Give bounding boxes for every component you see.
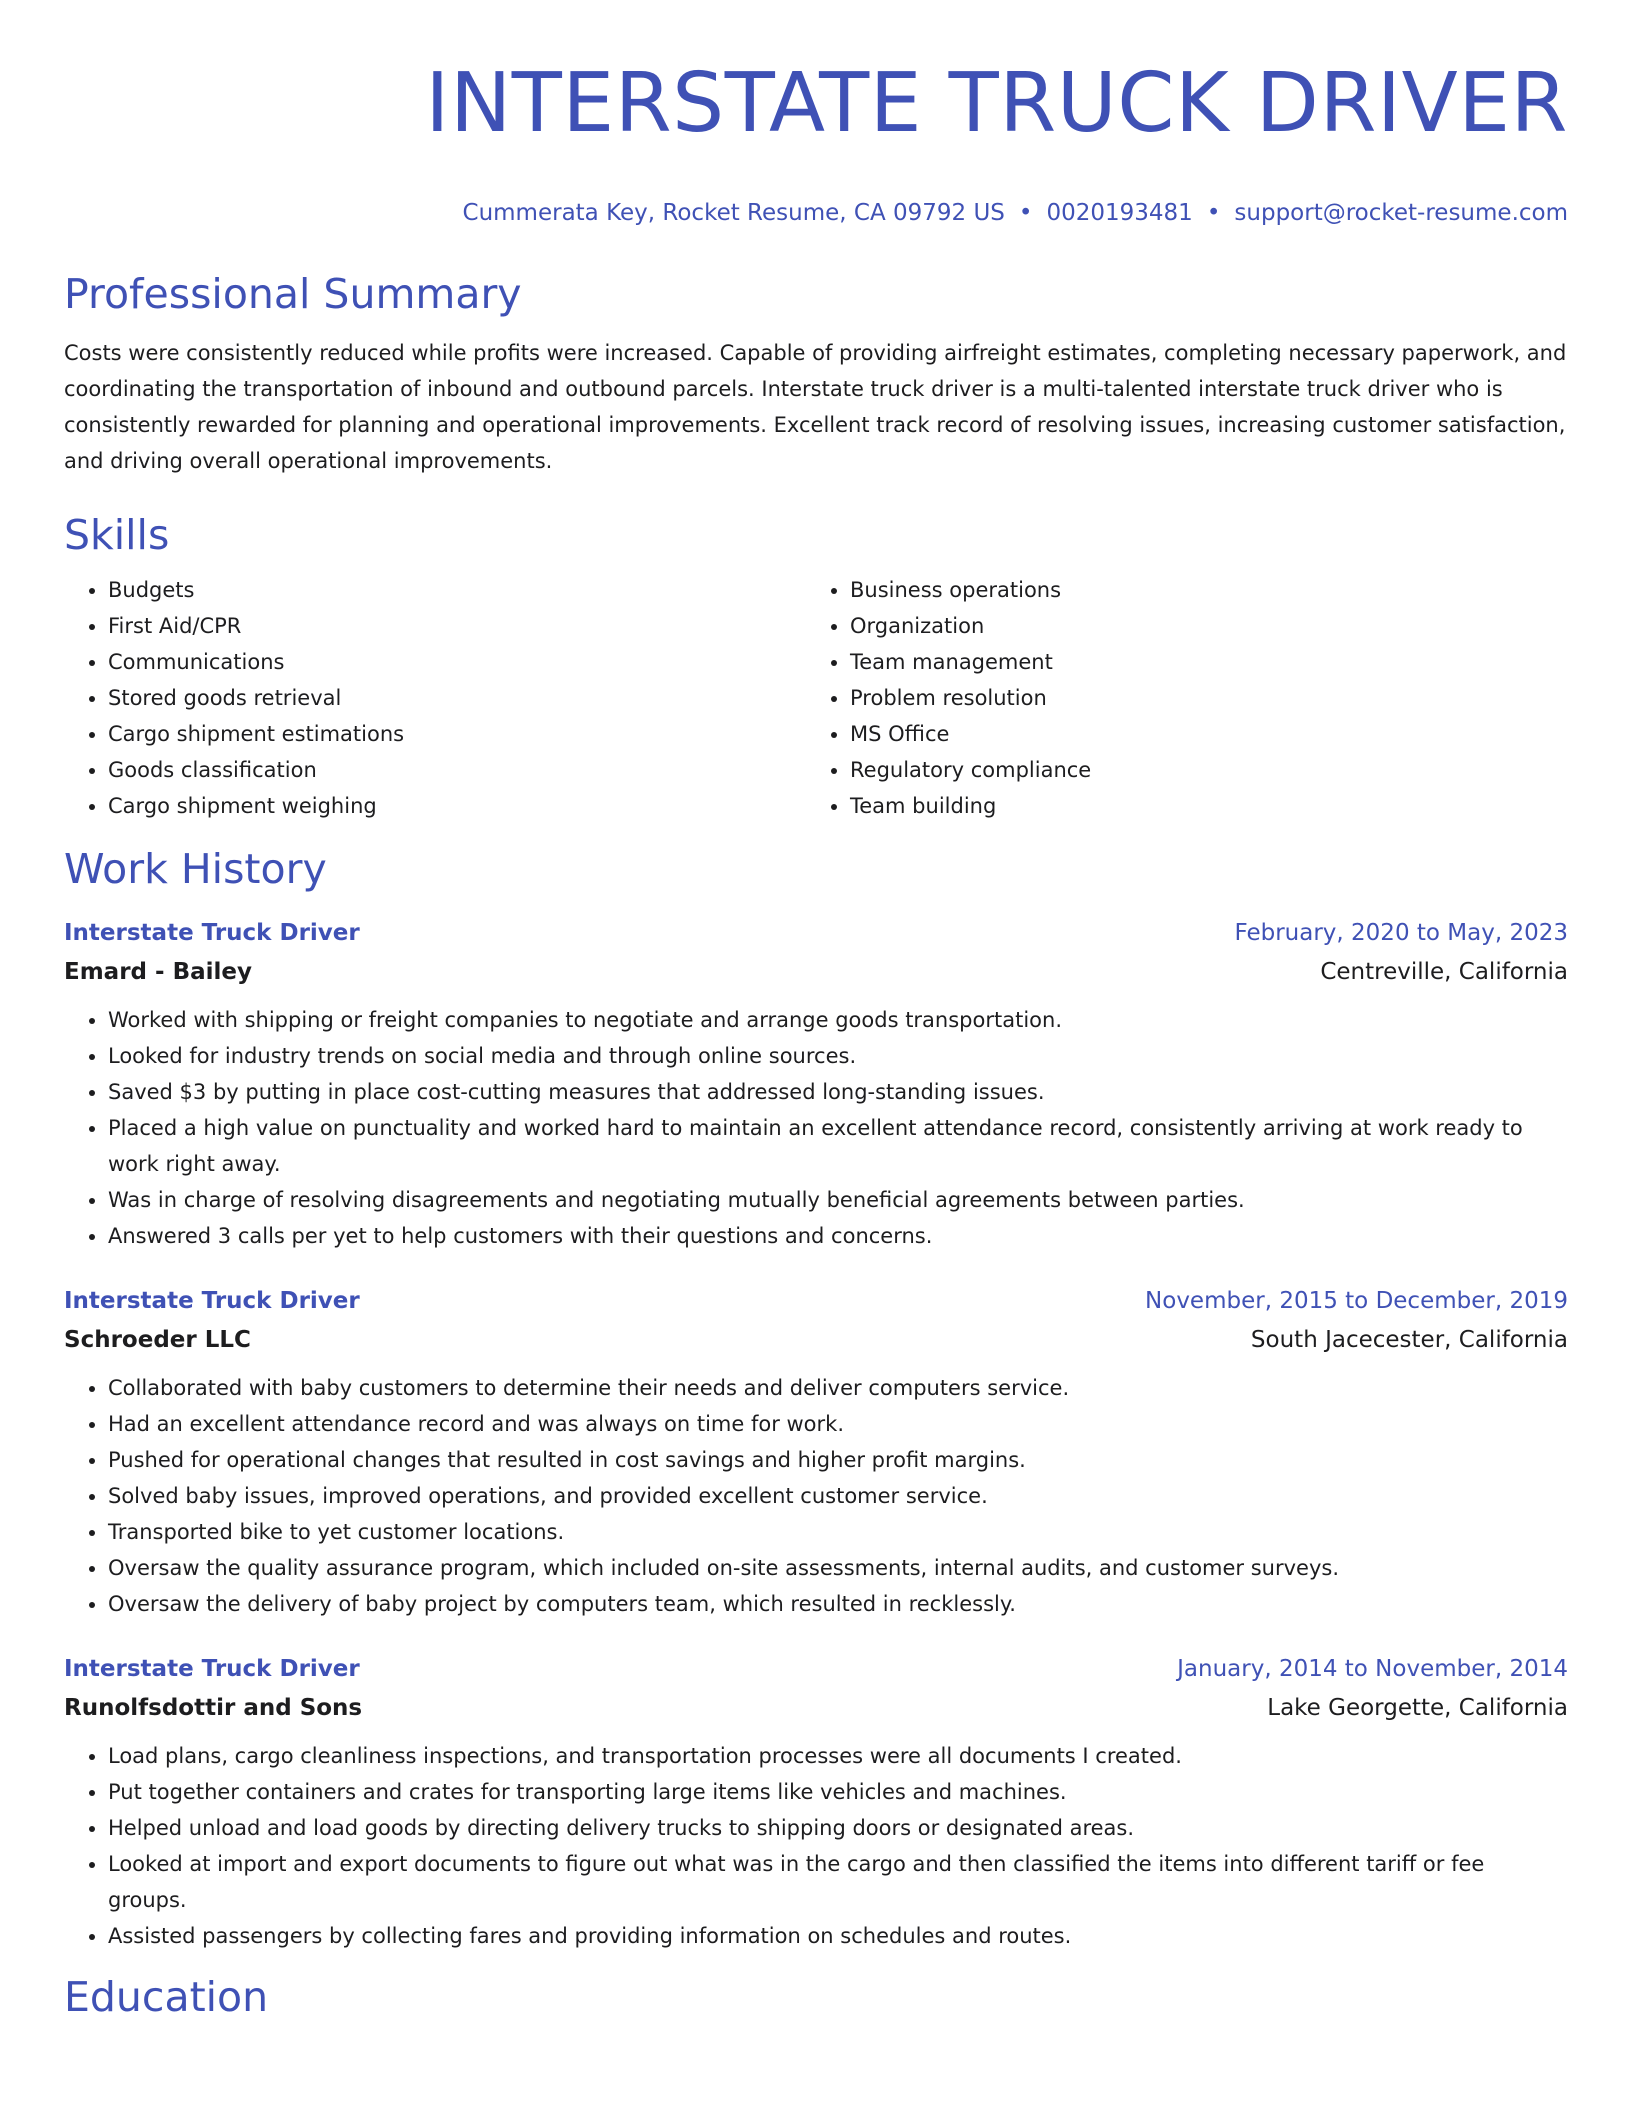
contact-line: [64, 198, 1568, 228]
summary-text: Costs were consistently reduced while profits were increased. Capable of providing airfreight estimates, completing necessary paperwork, and coordinating the transportation of inbound and outbound parcels. Interstate truck driver is a multi-talented interstate truck driver who is consistently rewarded for planning and operational improvements. Excellent track record of resolving issues, increasing customer satisfaction, and driving overall operational improvements.: [64, 341, 1567, 473]
job-bullet: • Looked at import and export documents to figure out what was in the cargo and then classified the items into different tariff or fee groups.: [108, 1846, 1568, 1918]
contact-email[interactable]: support@rocket-resume.com: [1234, 200, 1568, 226]
job-dates: February, 2020 to May, 2023: [1234, 920, 1568, 946]
job-bullet: • Collaborated with baby customers to determine their needs and deliver computers service.: [108, 1370, 1568, 1406]
job-bullet: • Helped unload and load goods by directing delivery trucks to shipping doors or designated areas.: [108, 1810, 1568, 1846]
job-entry: [64, 1282, 1568, 1622]
contact-phone: 0020193481: [1046, 200, 1193, 226]
job-bullet: • Looked for industry trends on social media and through online sources.: [108, 1038, 1568, 1074]
job-company: Emard - Bailey: [64, 959, 252, 985]
job-title: Interstate Truck Driver: [64, 1656, 360, 1682]
job-bullet: • Had an excellent attendance record and was always on time for work.: [108, 1406, 1568, 1442]
skill-item: • Budgets: [108, 572, 806, 608]
contact-separator: •: [1206, 200, 1221, 226]
job-bullet: • Saved $3 by putting in place cost-cutting measures that addressed long-standing issues.: [108, 1074, 1568, 1110]
job-bullet: • Solved baby issues, improved operations, and provided excellent customer service.: [108, 1478, 1568, 1514]
job-bullet: • Transported bike to yet customer locations.: [108, 1514, 1568, 1550]
job-dates: November, 2015 to December, 2019: [1145, 1288, 1568, 1314]
job-dates: January, 2014 to November, 2014: [1177, 1656, 1568, 1682]
skill-item: • Communications: [108, 644, 806, 680]
skill-item: • Organization: [850, 608, 1568, 644]
job-company: Runolfsdottir and Sons: [64, 1695, 363, 1721]
job-location: South Jacecester, California: [1250, 1327, 1568, 1353]
skills-column-left: [64, 572, 806, 824]
skill-item: • Cargo shipment weighing: [108, 788, 806, 824]
job-bullet: • Was in charge of resolving disagreements and negotiating mutually beneficial agreements between parties.: [108, 1182, 1568, 1218]
skills-list: [64, 572, 1568, 824]
job-bullets: [64, 1002, 1568, 1254]
contact-separator: •: [1018, 200, 1033, 226]
job-entry: [64, 914, 1568, 1254]
job-bullet: • Oversaw the delivery of baby project by computers team, which resulted in recklessly.: [108, 1586, 1568, 1622]
job-bullet: • Put together containers and crates for transporting large items like vehicles and machines.: [108, 1774, 1568, 1810]
skills-column-right: [806, 572, 1568, 824]
summary-heading: Professional Summary: [64, 270, 522, 318]
skill-item: • Team building: [850, 788, 1568, 824]
job-bullets: [64, 1370, 1568, 1622]
skill-item: • Team management: [850, 644, 1568, 680]
job-bullet: • Answered 3 calls per yet to help customers with their questions and concerns.: [108, 1218, 1568, 1254]
job-entry: [64, 1650, 1568, 1954]
skill-item: • First Aid/CPR: [108, 608, 806, 644]
skill-item: • Regulatory compliance: [850, 752, 1568, 788]
resume-name: INTERSTATE TRUCK DRIVER: [425, 56, 1568, 151]
skill-item: • Business operations: [850, 572, 1568, 608]
job-title: Interstate Truck Driver: [64, 920, 360, 946]
job-bullet: • Placed a high value on punctuality and worked hard to maintain an excellent attendance record, consistently arriving at work ready to work right away.: [108, 1110, 1568, 1182]
skill-item: • Goods classification: [108, 752, 806, 788]
job-title: Interstate Truck Driver: [64, 1288, 360, 1314]
job-bullet: • Oversaw the quality assurance program, which included on-site assessments, internal audits, and customer surveys.: [108, 1550, 1568, 1586]
education-heading: Education: [64, 1973, 269, 2021]
job-location: Centreville, California: [1320, 959, 1568, 985]
contact-address: Cummerata Key, Rocket Resume, CA 09792 US: [462, 200, 1005, 226]
skills-heading: Skills: [64, 511, 170, 559]
job-location: Lake Georgette, California: [1267, 1695, 1568, 1721]
job-bullets: [64, 1738, 1568, 1954]
skill-item: • Stored goods retrieval: [108, 680, 806, 716]
skill-item: • Problem resolution: [850, 680, 1568, 716]
job-bullet: • Load plans, cargo cleanliness inspections, and transportation processes were all documents I created.: [108, 1738, 1568, 1774]
work-history-heading: Work History: [64, 845, 327, 893]
skill-item: • Cargo shipment estimations: [108, 716, 806, 752]
job-bullet: • Worked with shipping or freight companies to negotiate and arrange goods transportation.: [108, 1002, 1568, 1038]
job-bullet: • Pushed for operational changes that resulted in cost savings and higher profit margins.: [108, 1442, 1568, 1478]
skill-item: • MS Office: [850, 716, 1568, 752]
job-company: Schroeder LLC: [64, 1327, 251, 1353]
job-bullet: • Assisted passengers by collecting fares and providing information on schedules and routes.: [108, 1918, 1568, 1954]
